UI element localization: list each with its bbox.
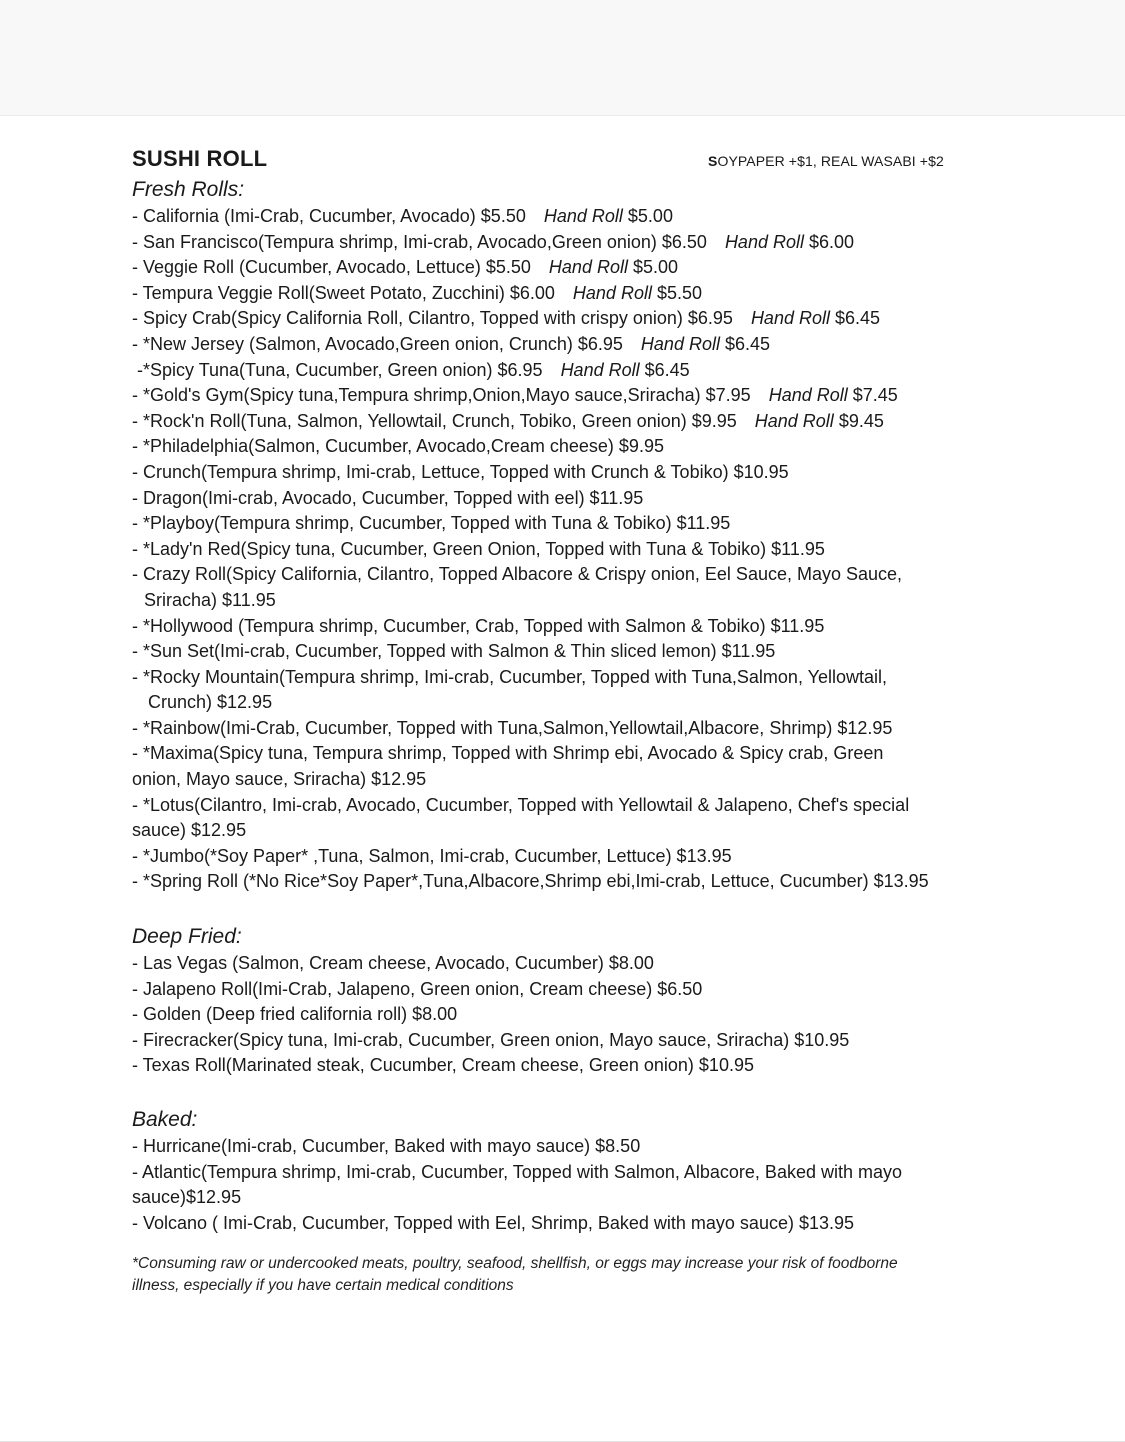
hand-roll-label: Hand Roll <box>768 385 848 406</box>
menu-item <box>132 1211 1012 1237</box>
menu-item-text: - *Sun Set(Imi-crab, Cucumber, Topped with Salmon & Thin sliced lemon) $11.95 <box>132 641 776 662</box>
menu-item <box>132 332 1012 358</box>
menu-item <box>132 614 1012 640</box>
hand-roll-label: Hand Roll <box>750 308 830 329</box>
health-disclaimer <box>132 1253 1012 1297</box>
menu-item-continuation: Sriracha) $11.95 <box>144 589 276 610</box>
hand-roll-price: $5.50 <box>656 282 703 303</box>
menu-item-text: - *Lotus(Cilantro, Imi-crab, Avocado, Cucumber, Topped with Yellowtail & Jalapeno, Chef's special <box>132 794 910 815</box>
menu-content <box>132 144 1012 1297</box>
hand-roll-label: Hand Roll <box>724 231 804 252</box>
disclaimer-line: *Consuming raw or undercooked meats, poultry, seafood, shellfish, or eggs may increase your risk of foodborne <box>132 1255 898 1273</box>
menu-item <box>132 306 1012 332</box>
menu-item-text: - Volcano ( Imi-Crab, Cucumber, Topped with Eel, Shrimp, Baked with mayo sauce) $13.95 <box>132 1212 855 1233</box>
disclaimer-line: illness, especially if you have certain medical conditions <box>132 1277 514 1295</box>
menu-item-text: - *Playboy(Tempura shrimp, Cucumber, Topped with Tuna & Tobiko) $11.95 <box>132 513 731 534</box>
baked-list <box>132 1134 1012 1236</box>
hand-roll-label: Hand Roll <box>560 359 640 380</box>
menu-item <box>132 1002 1012 1028</box>
menu-item-text: - *Lady'n Red(Spicy tuna, Cucumber, Green Onion, Topped with Tuna & Tobiko) $11.95 <box>132 538 825 559</box>
menu-item <box>132 537 1012 563</box>
menu-item-text: - Golden (Deep fried california roll) $8.00 <box>132 1004 458 1025</box>
menu-item <box>132 977 1012 1003</box>
menu-item-text: - Crunch(Tempura shrimp, Imi-crab, Lettuce, Topped with Crunch & Tobiko) $10.95 <box>132 461 789 482</box>
hand-roll-price: $5.00 <box>627 206 673 226</box>
menu-item <box>132 951 1012 977</box>
menu-item <box>132 869 1012 895</box>
menu-item-text: - Dragon(Imi-crab, Avocado, Cucumber, Topped with eel) $11.95 <box>132 487 644 508</box>
menu-item-text: - Texas Roll(Marinated steak, Cucumber, Cream cheese, Green onion) $10.95 <box>132 1055 754 1076</box>
menu-item-text: - *Philadelphia(Salmon, Cucumber, Avocado,Cream cheese) $9.95 <box>132 436 664 457</box>
menu-item-text: -*Spicy Tuna(Tuna, Cucumber, Green onion) $6.95 <box>137 359 543 380</box>
menu-item-text: - Tempura Veggie Roll(Sweet Potato, Zucchini) $6.00 <box>132 282 555 303</box>
fresh-rolls-heading: Fresh Rolls: <box>132 178 245 201</box>
menu-item-text: - *Hollywood (Tempura shrimp, Cucumber, Crab, Topped with Salmon & Tobiko) $11.95 <box>132 615 825 636</box>
menu-item <box>132 486 1012 512</box>
hand-roll-label: Hand Roll <box>543 206 623 226</box>
menu-item <box>132 281 1012 307</box>
menu-item <box>132 793 1012 844</box>
menu-item-text: - Crazy Roll(Spicy California, Cilantro, Topped Albacore & Crispy onion, Eel Sauce, Mayo Sauce, <box>132 564 903 585</box>
hand-roll-price: $9.45 <box>838 410 884 431</box>
menu-item <box>132 741 1012 792</box>
menu-item-text: - San Francisco(Tempura shrimp, Imi-crab, Avocado,Green onion) $6.50 <box>132 231 707 252</box>
menu-item-continuation: onion, Mayo sauce, Sriracha) $12.95 <box>132 769 427 790</box>
menu-item <box>132 230 1012 256</box>
menu-item <box>132 434 1012 460</box>
menu-item <box>132 409 1012 435</box>
menu-item-text: - Las Vegas (Salmon, Cream cheese, Avocado, Cucumber) $8.00 <box>132 953 654 974</box>
menu-item <box>132 1160 1012 1211</box>
menu-item-text: - *Rocky Mountain(Tempura shrimp, Imi-crab, Cucumber, Topped with Tuna,Salmon, Yellowtail, <box>132 666 888 687</box>
menu-item-text: - *New Jersey (Salmon, Avocado,Green onion, Crunch) $6.95 <box>132 333 623 354</box>
fresh-rolls-list <box>132 204 1012 895</box>
hand-roll-label: Hand Roll <box>754 410 834 431</box>
menu-item <box>132 204 1012 230</box>
menu-item-text: - Jalapeno Roll(Imi-Crab, Jalapeno, Green onion, Cream cheese) $6.50 <box>132 978 703 999</box>
hand-roll-label: Hand Roll <box>640 333 720 354</box>
menu-page <box>0 115 1125 1442</box>
menu-item-text: - Spicy Crab(Spicy California Roll, Cilantro, Topped with crispy onion) $6.95 <box>132 308 733 329</box>
hand-roll-price: $6.45 <box>835 308 881 329</box>
hand-roll-price: $6.45 <box>644 359 690 380</box>
menu-item-text: - *Spring Roll (*No Rice*Soy Paper*,Tuna,Albacore,Shrimp ebi,Imi-crab, Lettuce, Cucumber) $13.95 <box>132 871 929 892</box>
hand-roll-price: $5.00 <box>632 257 679 278</box>
menu-item <box>132 844 1012 870</box>
menu-item-text: - California (Imi-Crab, Cucumber, Avocado) $5.50 <box>132 206 526 226</box>
menu-item-continuation: sauce)$12.95 <box>132 1187 242 1208</box>
menu-item <box>132 1028 1012 1054</box>
menu-item <box>132 460 1012 486</box>
extras-note <box>708 153 944 169</box>
deep-fried-list <box>132 951 1012 1079</box>
menu-item-text: - *Gold's Gym(Spicy tuna,Tempura shrimp,Onion,Mayo sauce,Sriracha) $7.95 <box>132 385 751 406</box>
menu-item-text: - Veggie Roll (Cucumber, Avocado, Lettuce) $5.50 <box>132 257 531 278</box>
extras-note-text: OYPAPER +$1, REAL WASABI +$2 <box>717 153 944 169</box>
extras-note-initial: S <box>708 153 718 169</box>
menu-item <box>132 716 1012 742</box>
menu-item-text: - *Jumbo(*Soy Paper* ,Tuna, Salmon, Imi-crab, Cucumber, Lettuce) $13.95 <box>132 845 732 866</box>
hand-roll-label: Hand Roll <box>572 282 652 303</box>
menu-item <box>132 562 1012 613</box>
hand-roll-label: Hand Roll <box>548 257 628 278</box>
menu-item <box>132 511 1012 537</box>
hand-roll-price: $6.45 <box>724 333 771 354</box>
menu-item <box>132 1053 1012 1079</box>
menu-item-text: - *Rainbow(Imi-Crab, Cucumber, Topped with Tuna,Salmon,Yellowtail,Albacore, Shrimp) $12.95 <box>132 717 893 738</box>
hand-roll-price: $6.00 <box>809 231 855 252</box>
menu-item-continuation: Crunch) $12.95 <box>148 692 273 713</box>
menu-item-text: - Atlantic(Tempura shrimp, Imi-crab, Cucumber, Topped with Salmon, Albacore, Baked with mayo <box>132 1161 903 1182</box>
menu-item <box>132 358 1012 384</box>
menu-header <box>132 144 1012 176</box>
menu-item <box>132 383 1012 409</box>
hand-roll-price: $7.45 <box>852 385 898 406</box>
deep-fried-heading: Deep Fried: <box>132 925 242 949</box>
menu-item <box>132 255 1012 281</box>
menu-item-text: - *Maxima(Spicy tuna, Tempura shrimp, Topped with Shrimp ebi, Avocado & Spicy crab, Green <box>132 743 884 764</box>
menu-item-continuation: sauce) $12.95 <box>132 820 247 841</box>
menu-item <box>132 665 1012 716</box>
menu-item <box>132 1134 1012 1160</box>
menu-item-text: - Firecracker(Spicy tuna, Imi-crab, Cucumber, Green onion, Mayo sauce, Sriracha) $10.95 <box>132 1029 850 1050</box>
baked-heading: Baked: <box>132 1108 198 1131</box>
page-title: SUSHI ROLL <box>132 146 268 171</box>
menu-item <box>132 639 1012 665</box>
menu-item-text: - *Rock'n Roll(Tuna, Salmon, Yellowtail, Crunch, Tobiko, Green onion) $9.95 <box>132 410 737 431</box>
menu-item-text: - Hurricane(Imi-crab, Cucumber, Baked with mayo sauce) $8.50 <box>132 1136 641 1156</box>
